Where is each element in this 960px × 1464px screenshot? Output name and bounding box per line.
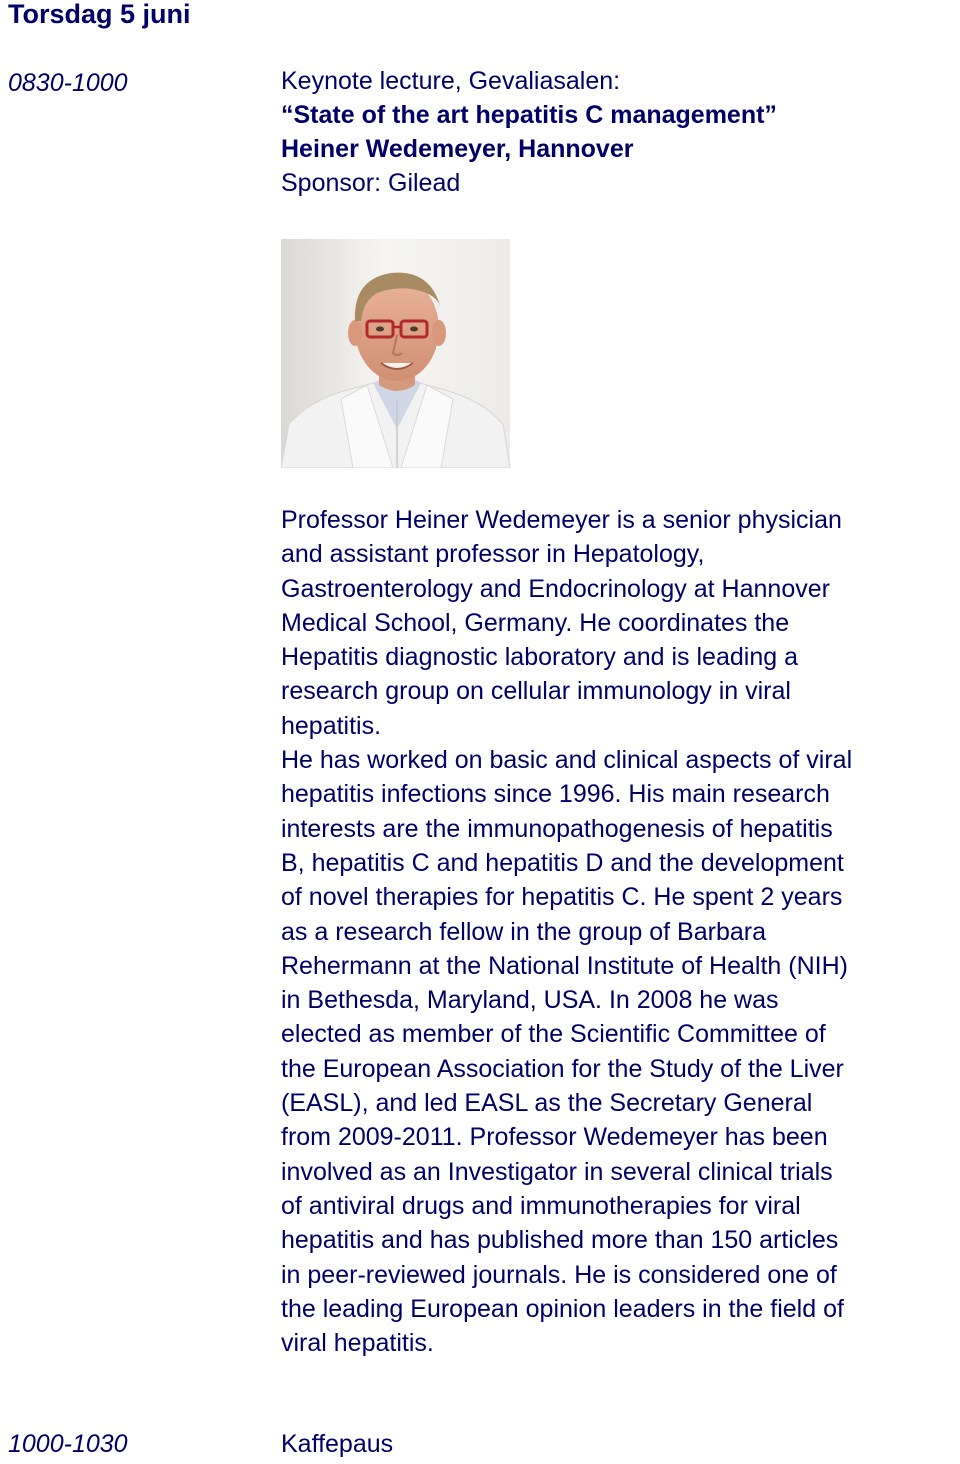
bio-line: involved as an Investigator in several clinical trials [281,1157,833,1186]
bio-line: Rehermann at the National Institute of Health (NIH) [281,951,848,980]
bio-line: of novel therapies for hepatitis C. He spent 2 years [281,883,843,912]
bio-line: hepatitis and has published more than 150 articles [281,1226,839,1255]
speaker-bio [281,503,957,1360]
bio-line: Hepatitis diagnostic laboratory and is leading a [281,643,798,672]
bio-line: hepatitis. [281,711,382,740]
bio-line: the leading European opinion leaders in the field of [281,1294,844,1323]
session-title: Kaffepaus [281,1430,394,1458]
bio-line: and assistant professor in Hepatology, [281,540,705,569]
bio-line: viral hepatitis. [281,1329,434,1358]
session-title: “State of the art hepatitis C management” [281,101,777,129]
bio-line: hepatitis infections since 1996. His main research [281,780,830,809]
bio-line: He has worked on basic and clinical aspects of viral [281,746,853,775]
bio-line: as a research fellow in the group of Barbara [281,917,766,946]
session-type: Keynote lecture, Gevaliasalen: [281,67,621,95]
session-time: 1000-1030 [8,1430,128,1458]
bio-line: B, hepatitis C and hepatitis D and the development [281,848,844,877]
bio-line: interests are the immunopathogenesis of hepatitis [281,814,833,843]
session-time: 0830-1000 [8,69,128,97]
bio-line: in Bethesda, Maryland, USA. In 2008 he was [281,986,779,1015]
bio-line: Medical School, Germany. He coordinates the [281,608,790,637]
bio-line: Gastroenterology and Endocrinology at Hannover [281,574,830,603]
bio-line: the European Association for the Study of the Liver [281,1054,844,1083]
bio-line: from 2009-2011. Professor Wedemeyer has been [281,1123,828,1152]
bio-line: elected as member of the Scientific Committee of [281,1020,826,1049]
bio-line: in peer-reviewed journals. He is considered one of [281,1260,837,1289]
speaker-portrait [281,239,510,468]
speaker-name: Heiner Wedemeyer, Hannover [281,135,634,163]
sponsor: Sponsor: Gilead [281,169,461,197]
day-heading: Torsdag 5 juni [8,0,191,29]
session-details [281,64,777,200]
bio-line: (EASL), and led EASL as the Secretary General [281,1089,813,1118]
bio-line: of antiviral drugs and immunotherapies for viral [281,1191,801,1220]
bio-line: Professor Heiner Wedemeyer is a senior physician [281,506,842,534]
bio-line: research group on cellular immunology in viral [281,677,791,706]
